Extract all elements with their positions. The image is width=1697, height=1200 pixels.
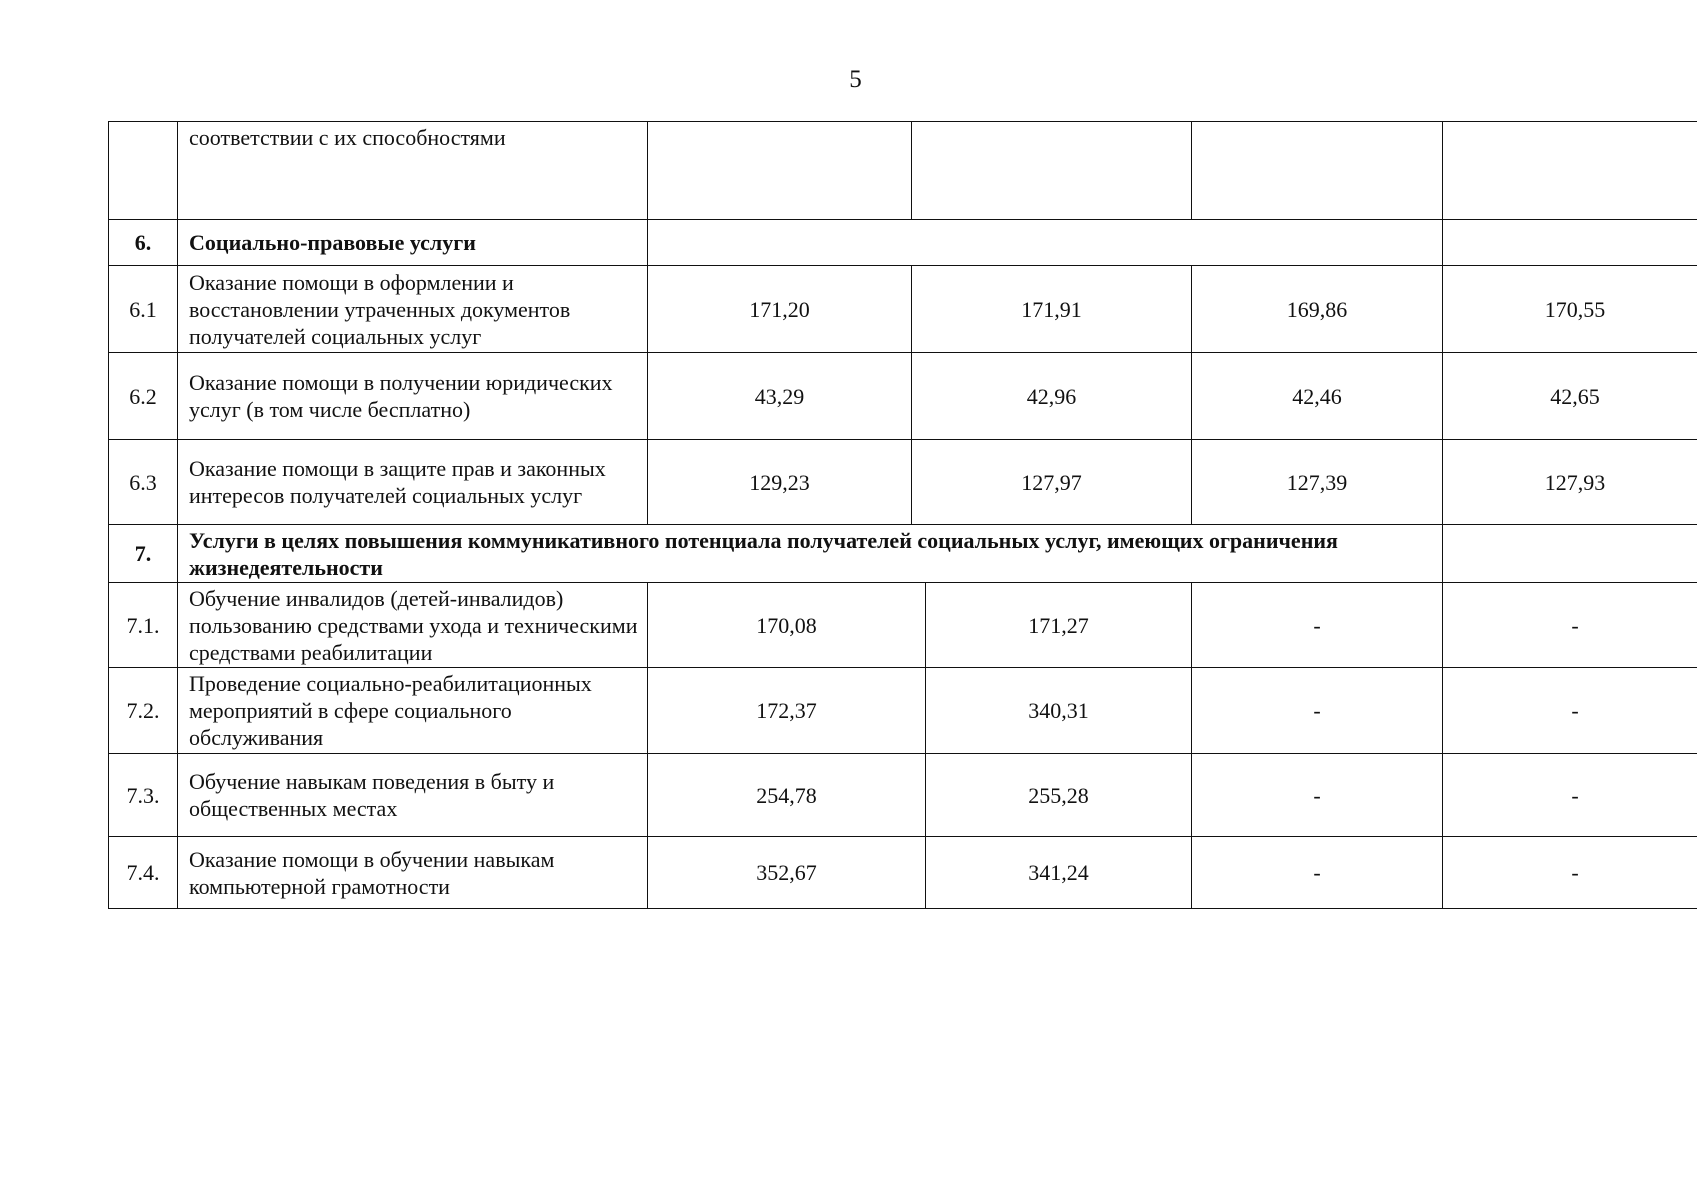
value-cell: 129,23 — [647, 439, 912, 525]
empty-cell — [1442, 524, 1697, 583]
value-cell — [1442, 121, 1697, 220]
empty-cell — [647, 219, 1443, 266]
table-row — [108, 121, 1668, 220]
service-name: Оказание помощи в обучении навыкам компьютерной грамотности — [177, 836, 648, 909]
empty-cell — [1442, 219, 1697, 266]
value-cell: 42,96 — [911, 352, 1192, 440]
table-row — [108, 352, 1668, 440]
value-cell: - — [1442, 582, 1697, 668]
value-cell: 352,67 — [647, 836, 926, 909]
row-number: 7.1. — [108, 582, 178, 668]
value-cell: 171,91 — [911, 265, 1192, 353]
value-cell: - — [1442, 667, 1697, 754]
section-title: Социально-правовые услуги — [177, 219, 648, 266]
value-cell: 127,93 — [1442, 439, 1697, 525]
value-cell — [911, 121, 1192, 220]
row-number: 7.2. — [108, 667, 178, 754]
page-number: 5 — [849, 66, 862, 93]
value-cell: 172,37 — [647, 667, 926, 754]
service-name: Обучение инвалидов (детей-инвалидов) пользованию средствами ухода и техническими средствами реабилитации — [177, 582, 648, 668]
value-cell: - — [1191, 753, 1443, 837]
service-name: соответствии с их способностями — [177, 121, 648, 220]
value-cell: 171,27 — [925, 582, 1192, 668]
value-cell: 127,97 — [911, 439, 1192, 525]
value-cell: - — [1191, 667, 1443, 754]
row-number: 6.1 — [108, 265, 178, 353]
value-cell: - — [1442, 836, 1697, 909]
table-row — [108, 753, 1668, 837]
row-number: 6.2 — [108, 352, 178, 440]
value-cell — [1191, 121, 1443, 220]
section-number: 7. — [108, 524, 178, 583]
value-cell: 42,46 — [1191, 352, 1443, 440]
service-name: Обучение навыкам поведения в быту и общественных местах — [177, 753, 648, 837]
value-cell: 43,29 — [647, 352, 912, 440]
section-number: 6. — [108, 219, 178, 266]
value-cell: 341,24 — [925, 836, 1192, 909]
table-row — [108, 836, 1668, 909]
value-cell: - — [1191, 836, 1443, 909]
row-number: 7.4. — [108, 836, 178, 909]
value-cell: - — [1191, 582, 1443, 668]
row-number: 6.3 — [108, 439, 178, 525]
value-cell — [647, 121, 912, 220]
table-row — [108, 265, 1668, 353]
value-cell: 169,86 — [1191, 265, 1443, 353]
value-cell: - — [1442, 753, 1697, 837]
value-cell: 170,08 — [647, 582, 926, 668]
value-cell: 171,20 — [647, 265, 912, 353]
table-row — [108, 439, 1668, 525]
section-row — [108, 219, 1668, 266]
row-number — [108, 121, 178, 220]
value-cell: 42,65 — [1442, 352, 1697, 440]
value-cell: 127,39 — [1191, 439, 1443, 525]
service-name: Оказание помощи в оформлении и восстановлении утраченных документов получателей социальных услуг — [177, 265, 648, 353]
value-cell: 340,31 — [925, 667, 1192, 754]
table-row — [108, 667, 1668, 754]
section-title: Услуги в целях повышения коммуникативного потенциала получателей социальных услуг, имеющих ограничения жизнедеятельности — [177, 524, 1443, 583]
value-cell: 254,78 — [647, 753, 926, 837]
row-number: 7.3. — [108, 753, 178, 837]
service-name: Проведение социально-реабилитационных мероприятий в сфере социального обслуживания — [177, 667, 648, 754]
table-row — [108, 582, 1668, 668]
service-name: Оказание помощи в защите прав и законных интересов получателей социальных услуг — [177, 439, 648, 525]
service-name: Оказание помощи в получении юридических услуг (в том числе бесплатно) — [177, 352, 648, 440]
value-cell: 170,55 — [1442, 265, 1697, 353]
value-cell: 255,28 — [925, 753, 1192, 837]
section-row — [108, 524, 1668, 583]
